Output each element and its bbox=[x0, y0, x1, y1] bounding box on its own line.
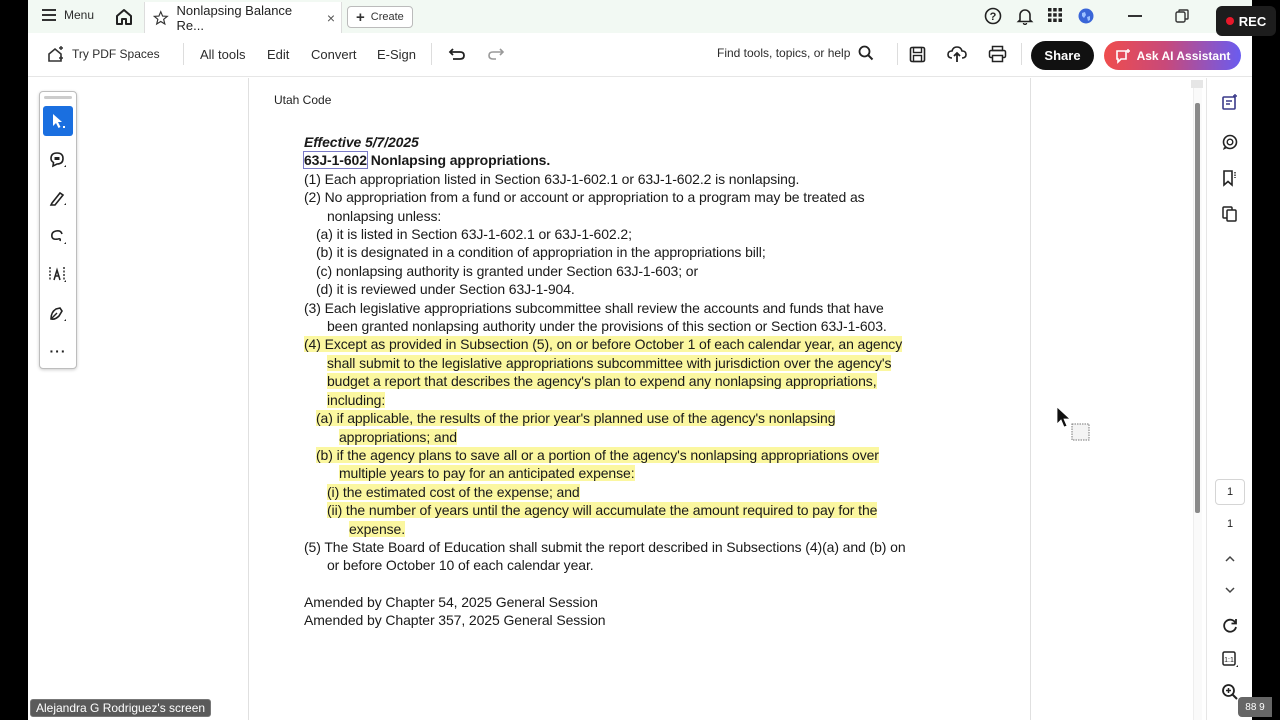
highlighted-text: budget a report that describes the agency's plan to expend any nonlapsing appropriations, bbox=[327, 373, 877, 390]
highlighted-text: (b) if the agency plans to save all or a portion of the agency's nonlapsing appropriations over bbox=[316, 446, 879, 463]
right-rail bbox=[1206, 78, 1252, 720]
line-text: or before October 10 of each calendar year. bbox=[327, 557, 594, 574]
comment-tool-button[interactable] bbox=[43, 145, 73, 175]
comment-bubble-icon bbox=[1221, 133, 1239, 151]
save-icon bbox=[909, 46, 926, 63]
effective-date: Effective 5/7/2025 bbox=[304, 134, 419, 150]
ai-summary-icon bbox=[1221, 93, 1239, 111]
apps-button[interactable] bbox=[1047, 7, 1063, 23]
create-label: Create bbox=[370, 11, 404, 23]
document-line bbox=[304, 225, 984, 243]
fill-sign-pen-icon bbox=[48, 304, 68, 324]
document-line bbox=[304, 170, 984, 188]
zoom-in-icon bbox=[1221, 683, 1239, 701]
rotate-icon bbox=[1221, 617, 1239, 635]
page-header: Utah Code bbox=[274, 93, 332, 107]
document-line bbox=[304, 280, 984, 298]
line-text: (b) it is designated in a condition of appropriation in the appropriations bill; bbox=[316, 244, 766, 261]
restore-icon bbox=[1175, 9, 1189, 23]
cursor-arrow-icon bbox=[50, 112, 66, 130]
ai-assistant-icon bbox=[1115, 48, 1131, 64]
plus-icon: + bbox=[356, 8, 365, 26]
document-line bbox=[304, 483, 984, 501]
tab-close-icon[interactable]: × bbox=[326, 9, 335, 26]
toolbar-divider bbox=[1021, 43, 1022, 65]
draw-tool-button[interactable] bbox=[43, 222, 73, 252]
document-line bbox=[304, 299, 984, 317]
ask-ai-assistant-button[interactable] bbox=[1104, 41, 1241, 70]
tab-title: Nonlapsing Balance Re... bbox=[176, 2, 293, 33]
freehand-draw-icon bbox=[48, 227, 68, 247]
amendment-note: Amended by Chapter 54, 2025 General Session bbox=[304, 593, 598, 610]
toolbar-divider bbox=[897, 43, 898, 65]
document-line bbox=[304, 428, 984, 446]
document-line bbox=[304, 262, 984, 280]
comments-panel-button[interactable] bbox=[1220, 132, 1240, 152]
restore-button[interactable] bbox=[1175, 9, 1189, 23]
bookmark-icon bbox=[1221, 169, 1239, 187]
profile-button[interactable] bbox=[1077, 7, 1095, 25]
document-line bbox=[304, 409, 984, 427]
bell-icon bbox=[1016, 7, 1034, 25]
cloud-upload-icon bbox=[947, 45, 967, 63]
cursor-arrow-icon bbox=[1056, 406, 1096, 446]
find-tools-search[interactable] bbox=[717, 45, 874, 61]
help-icon bbox=[984, 7, 1002, 25]
document-line bbox=[304, 372, 984, 390]
more-icon: ··· bbox=[49, 343, 67, 359]
document-tab[interactable] bbox=[144, 2, 342, 33]
home-icon bbox=[114, 7, 134, 27]
highlighted-text: including: bbox=[327, 391, 386, 408]
document-line bbox=[304, 335, 984, 353]
svg-text:1:1: 1:1 bbox=[1224, 657, 1234, 664]
pages-panel-button[interactable] bbox=[1220, 204, 1240, 224]
generative-summary-button[interactable] bbox=[1220, 92, 1240, 112]
copy-pages-icon bbox=[1221, 205, 1239, 223]
screen-share-label: Alejandra G Rodriguez's screen bbox=[30, 699, 211, 717]
highlighted-text: appropriations; and bbox=[339, 428, 457, 445]
home-button[interactable] bbox=[114, 7, 134, 27]
scrollbar-thumb[interactable] bbox=[1195, 103, 1200, 513]
document-line bbox=[304, 243, 984, 261]
acrobat-window bbox=[28, 0, 1252, 720]
undo-button[interactable] bbox=[448, 47, 466, 66]
line-text: (1) Each appropriation listed in Section 63J-1-602.1 or 63J-1-602.2 is nonlapsing. bbox=[304, 170, 800, 187]
hamburger-icon bbox=[42, 9, 56, 21]
recording-dot-icon bbox=[1226, 17, 1234, 25]
highlighted-text: (ii) the number of years until the agency will accumulate the amount required to pay for the bbox=[327, 502, 878, 519]
document-line bbox=[304, 501, 984, 519]
pdf-spaces-label: Try PDF Spaces bbox=[72, 47, 160, 61]
palette-grip[interactable] bbox=[44, 96, 72, 99]
menu-label: Menu bbox=[64, 8, 95, 22]
minimize-button[interactable] bbox=[1128, 15, 1142, 18]
highlighted-text: (i) the estimated cost of the expense; and bbox=[327, 483, 580, 500]
try-pdf-spaces-button[interactable] bbox=[47, 45, 160, 63]
page-number-input[interactable]: 1 bbox=[1215, 479, 1245, 505]
esign-link[interactable]: E-Sign bbox=[377, 47, 417, 62]
search-icon bbox=[858, 45, 874, 61]
highlighted-text: shall submit to the legislative appropriations subcommittee with jurisdiction over the agency's bbox=[327, 354, 892, 371]
toolbar-divider bbox=[183, 43, 184, 65]
line-text: (d) it is reviewed under Section 63J-1-904. bbox=[316, 281, 575, 298]
text-tool-button[interactable] bbox=[43, 260, 73, 290]
line-text: been granted nonlapsing authority under the provisions of this section or Section 63J-1-603. bbox=[327, 318, 887, 335]
refresh-button[interactable] bbox=[1220, 616, 1240, 636]
comment-icon bbox=[48, 150, 68, 170]
document-line bbox=[304, 464, 984, 482]
apps-grid-icon bbox=[1047, 7, 1063, 23]
section-body bbox=[304, 170, 984, 575]
amendment-note: Amended by Chapter 357, 2025 General Session bbox=[304, 612, 606, 629]
meeting-participants-badge[interactable]: 88 9 bbox=[1238, 697, 1272, 717]
line-text: (c) nonlapsing authority is granted under Section 63J-1-603; or bbox=[316, 262, 699, 279]
line-text: (3) Each legislative appropriations subcommittee shall review the accounts and funds that have bbox=[304, 299, 884, 316]
document-line bbox=[304, 391, 984, 409]
svg-text:?: ? bbox=[989, 11, 997, 23]
pdf-page bbox=[249, 78, 1030, 720]
menu-button[interactable] bbox=[42, 8, 94, 22]
line-text: nonlapsing unless: bbox=[327, 207, 442, 224]
document-line bbox=[304, 538, 984, 556]
next-page-button[interactable] bbox=[1220, 580, 1240, 600]
help-button[interactable] bbox=[984, 7, 1002, 25]
document-line bbox=[304, 520, 984, 538]
previous-page-button[interactable] bbox=[1220, 549, 1240, 569]
page-total: 1 bbox=[1226, 518, 1234, 530]
convert-link[interactable]: Convert bbox=[311, 47, 357, 62]
recording-indicator[interactable] bbox=[1216, 6, 1276, 36]
sign-tool-button[interactable] bbox=[43, 299, 73, 329]
print-button[interactable] bbox=[988, 45, 1007, 68]
mouse-cursor bbox=[1056, 406, 1096, 446]
pen-icon bbox=[48, 188, 68, 208]
document-line bbox=[304, 446, 984, 464]
page-fit-button[interactable] bbox=[1220, 649, 1240, 669]
page-fit-icon bbox=[1221, 650, 1239, 668]
highlighted-text: multiple years to pay for an anticipated expense: bbox=[339, 465, 635, 482]
pdf-spaces-icon bbox=[47, 45, 65, 63]
main-toolbar bbox=[28, 33, 1252, 77]
zoom-button[interactable] bbox=[1220, 682, 1240, 702]
document-border bbox=[1030, 78, 1031, 720]
line-text: (2) No appropriation from a fund or account or appropriation to a program may be treated as bbox=[304, 189, 865, 206]
recording-label: REC bbox=[1238, 13, 1267, 29]
chevron-down-icon bbox=[1224, 586, 1236, 594]
scroll-up-arrow[interactable] bbox=[1191, 80, 1203, 88]
highlighted-text: (a) if applicable, the results of the prior year's planned use of the agency's nonlapsing bbox=[316, 410, 836, 427]
tool-palette bbox=[39, 91, 77, 369]
section-number[interactable]: 63J-1-602 bbox=[304, 152, 367, 169]
redo-button[interactable] bbox=[487, 47, 505, 66]
select-tool-button[interactable] bbox=[43, 106, 73, 136]
highlight-tool-button[interactable] bbox=[43, 183, 73, 213]
document-line bbox=[304, 354, 984, 372]
upload-button[interactable] bbox=[947, 45, 967, 68]
chevron-up-icon bbox=[1224, 555, 1236, 563]
section-heading bbox=[304, 151, 984, 169]
line-text: (a) it is listed in Section 63J-1-602.1 or 63J-1-602.2; bbox=[316, 226, 632, 243]
document-line bbox=[304, 188, 984, 206]
share-button[interactable]: Share bbox=[1031, 41, 1094, 70]
section-title: Nonlapsing appropriations. bbox=[370, 152, 551, 169]
highlighted-text: expense. bbox=[349, 520, 406, 537]
all-tools-link[interactable]: All tools bbox=[200, 47, 246, 62]
search-label: Find tools, topics, or help bbox=[717, 46, 851, 60]
document-line bbox=[304, 207, 984, 225]
more-tools-button[interactable] bbox=[43, 336, 73, 366]
document-line bbox=[304, 317, 984, 335]
toolbar-divider bbox=[431, 43, 432, 65]
create-button[interactable] bbox=[347, 6, 413, 28]
notifications-button[interactable] bbox=[1016, 7, 1034, 25]
line-text: (5) The State Board of Education shall submit the report described in Subsections (4)(a) and (b) on bbox=[304, 538, 906, 555]
minimize-icon bbox=[1128, 15, 1142, 18]
highlighted-text: (4) Except as provided in Subsection (5), on or before October 1 of each calendar year, an agency bbox=[304, 336, 903, 353]
edit-link[interactable]: Edit bbox=[267, 47, 290, 62]
text-box-icon bbox=[48, 265, 68, 285]
bookmarks-panel-button[interactable] bbox=[1220, 168, 1240, 188]
undo-icon bbox=[448, 47, 466, 61]
star-icon[interactable] bbox=[153, 10, 169, 26]
save-button[interactable] bbox=[909, 46, 926, 68]
title-bar bbox=[28, 0, 1252, 33]
document-line bbox=[304, 556, 984, 574]
document-content bbox=[304, 133, 984, 630]
printer-icon bbox=[988, 45, 1007, 63]
ai-assistant-label: Ask AI Assistant bbox=[1136, 48, 1231, 63]
redo-icon bbox=[487, 47, 505, 61]
profile-globe-icon bbox=[1077, 7, 1095, 25]
